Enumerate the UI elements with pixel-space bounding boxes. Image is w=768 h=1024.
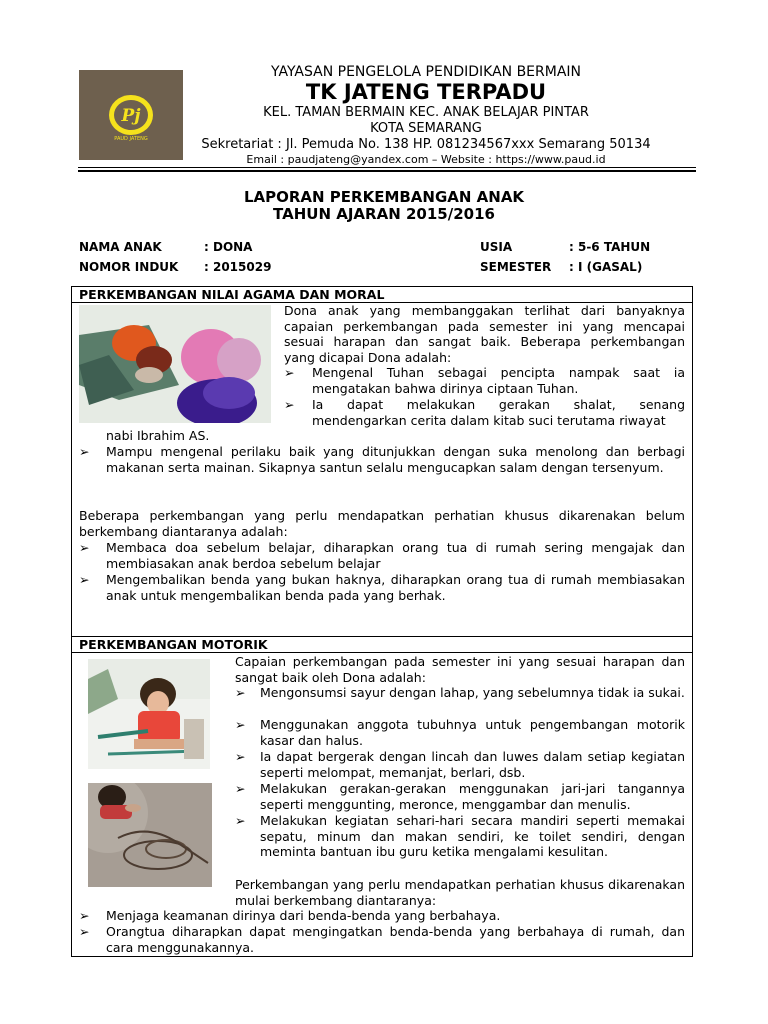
student-id: : 2015029 [204, 260, 272, 274]
section1-bullet-2: Ia dapat melakukan gerakan shalat, senang mendengarkan cerita dalam kitab suci terutama riwayat [312, 397, 685, 428]
section-motor [71, 636, 693, 957]
arrow-bullet-icon: ➢ [79, 924, 90, 939]
section1-bullet-2-cont: nabi Ibrahim AS. [106, 428, 210, 443]
photo-praying-children [79, 305, 271, 423]
school-city: KOTA SEMARANG [370, 121, 482, 136]
section-heading: PERKEMBANGAN NILAI AGAMA DAN MORAL [72, 287, 692, 303]
header-divider-thick [78, 170, 696, 172]
arrow-bullet-icon: ➢ [235, 749, 246, 764]
report-year: TAHUN AJARAN 2015/2016 [273, 205, 495, 223]
arrow-bullet-icon: ➢ [79, 572, 90, 587]
contact-info: Email : paudjateng@yandex.com – Website : https://www.paud.id [246, 153, 606, 166]
student-age: : 5-6 TAHUN [569, 240, 651, 254]
section2-attention-1: Menjaga keamanan dirinya dari benda-benda yang berbahaya. [106, 908, 501, 923]
section-religious-moral [71, 286, 693, 637]
arrow-bullet-icon: ➢ [235, 685, 246, 700]
school-address: KEL. TAMAN BERMAIN KEC. ANAK BELAJAR PINTAR [263, 105, 589, 120]
section2-bullet-4: Melakukan gerakan-gerakan menggunakan jari-jari tangannya seperti menggunting, meronce, menggambar dan menulis. [260, 781, 685, 812]
arrow-bullet-icon: ➢ [235, 813, 246, 828]
semester-label: SEMESTER [480, 260, 552, 274]
arrow-bullet-icon: ➢ [284, 365, 295, 380]
logo-subtext: PAUD JATENG [114, 136, 148, 142]
school-logo [79, 70, 183, 160]
section2-bullet-1: Mengonsumsi sayur dengan lahap, yang sebelumnya tidak ia sukai. [260, 685, 685, 700]
section2-intro: Capaian perkembangan pada semester ini yang sesuai harapan dan sangat baik oleh Dona adalah: [235, 654, 685, 685]
section2-attention-2: Orangtua diharapkan dapat mengingatkan benda-benda yang berbahaya di rumah, dan cara menggunakannya. [106, 924, 685, 955]
section2-attention: Perkembangan yang perlu mendapatkan perhatian khusus dikarenakan mulai berkembang diantaranya: [235, 877, 685, 908]
arrow-bullet-icon: ➢ [79, 908, 90, 923]
arrow-bullet-icon: ➢ [235, 781, 246, 796]
section2-bullet-3: Ia dapat bergerak dengan lincah dan luwes dalam setiap kegiatan seperti melompat, memanjat, berlari, dsb. [260, 749, 685, 780]
section1-intro: Dona anak yang membanggakan terlihat dari banyaknya capaian perkembangan pada semester ini yang mencapai sesuai harapan dan sangat baik. Beberapa perkembangan yang dicapai Dona adalah: [284, 303, 685, 365]
id-label: NOMOR INDUK [79, 260, 179, 274]
arrow-bullet-icon: ➢ [284, 397, 295, 412]
section1-bullet-3: Mampu mengenal perilaku baik yang ditunjukkan dengan suka menolong dan berbagi makanan serta mainan. Sikapnya santun selalu mengucapkan salam dengan tersenyum. [106, 444, 685, 475]
section1-attention-1: Membaca doa sebelum belajar, diharapkan orang tua di rumah sering mengajak dan membiasakan anak berdoa sebelum belajar [106, 540, 685, 571]
arrow-bullet-icon: ➢ [235, 717, 246, 732]
school-name: TK JATENG TERPADU [305, 80, 547, 104]
header-divider [78, 167, 696, 168]
report-title: LAPORAN PERKEMBANGAN ANAK [243, 188, 525, 206]
photo-child-on-bicycle [88, 659, 210, 769]
section1-bullet-1: Mengenal Tuhan sebagai pencipta nampak saat ia mengatakan bahwa dirinya ciptaan Tuhan. [312, 365, 685, 396]
student-semester: : I (GASAL) [569, 260, 643, 274]
secretariat: Sekretariat : Jl. Pemuda No. 138 HP. 081234567xxx Semarang 50134 [201, 137, 651, 152]
arrow-bullet-icon: ➢ [79, 444, 90, 459]
section2-bullet-5: Melakukan kegiatan sehari-hari secara mandiri seperti memakai sepatu, minum dan makan sendiri, ke toilet sendiri, dengan meminta bantuan ibu guru ketika mengalami kesulitan. [260, 813, 685, 859]
section-heading: PERKEMBANGAN MOTORIK [72, 637, 692, 653]
logo-text: Pj [121, 106, 141, 126]
foundation-name: YAYASAN PENGELOLA PENDIDIKAN BERMAIN [270, 64, 582, 80]
section2-bullet-2: Menggunakan anggota tubuhnya untuk pengembangan motorik kasar dan halus. [260, 717, 685, 748]
age-label: USIA [480, 240, 513, 254]
arrow-bullet-icon: ➢ [79, 540, 90, 555]
section1-attention: Beberapa perkembangan yang perlu mendapatkan perhatian khusus dikarenakan belum berkembang diantaranya adalah: [79, 508, 685, 539]
student-name: : DONA [204, 240, 253, 254]
photo-child-playing-ground [88, 783, 212, 887]
section1-attention-2: Mengembalikan benda yang bukan haknya, diharapkan orang tua di rumah membiasakan anak untuk mengembalikan benda pada yang berhak. [106, 572, 685, 603]
name-label: NAMA ANAK [79, 240, 162, 254]
